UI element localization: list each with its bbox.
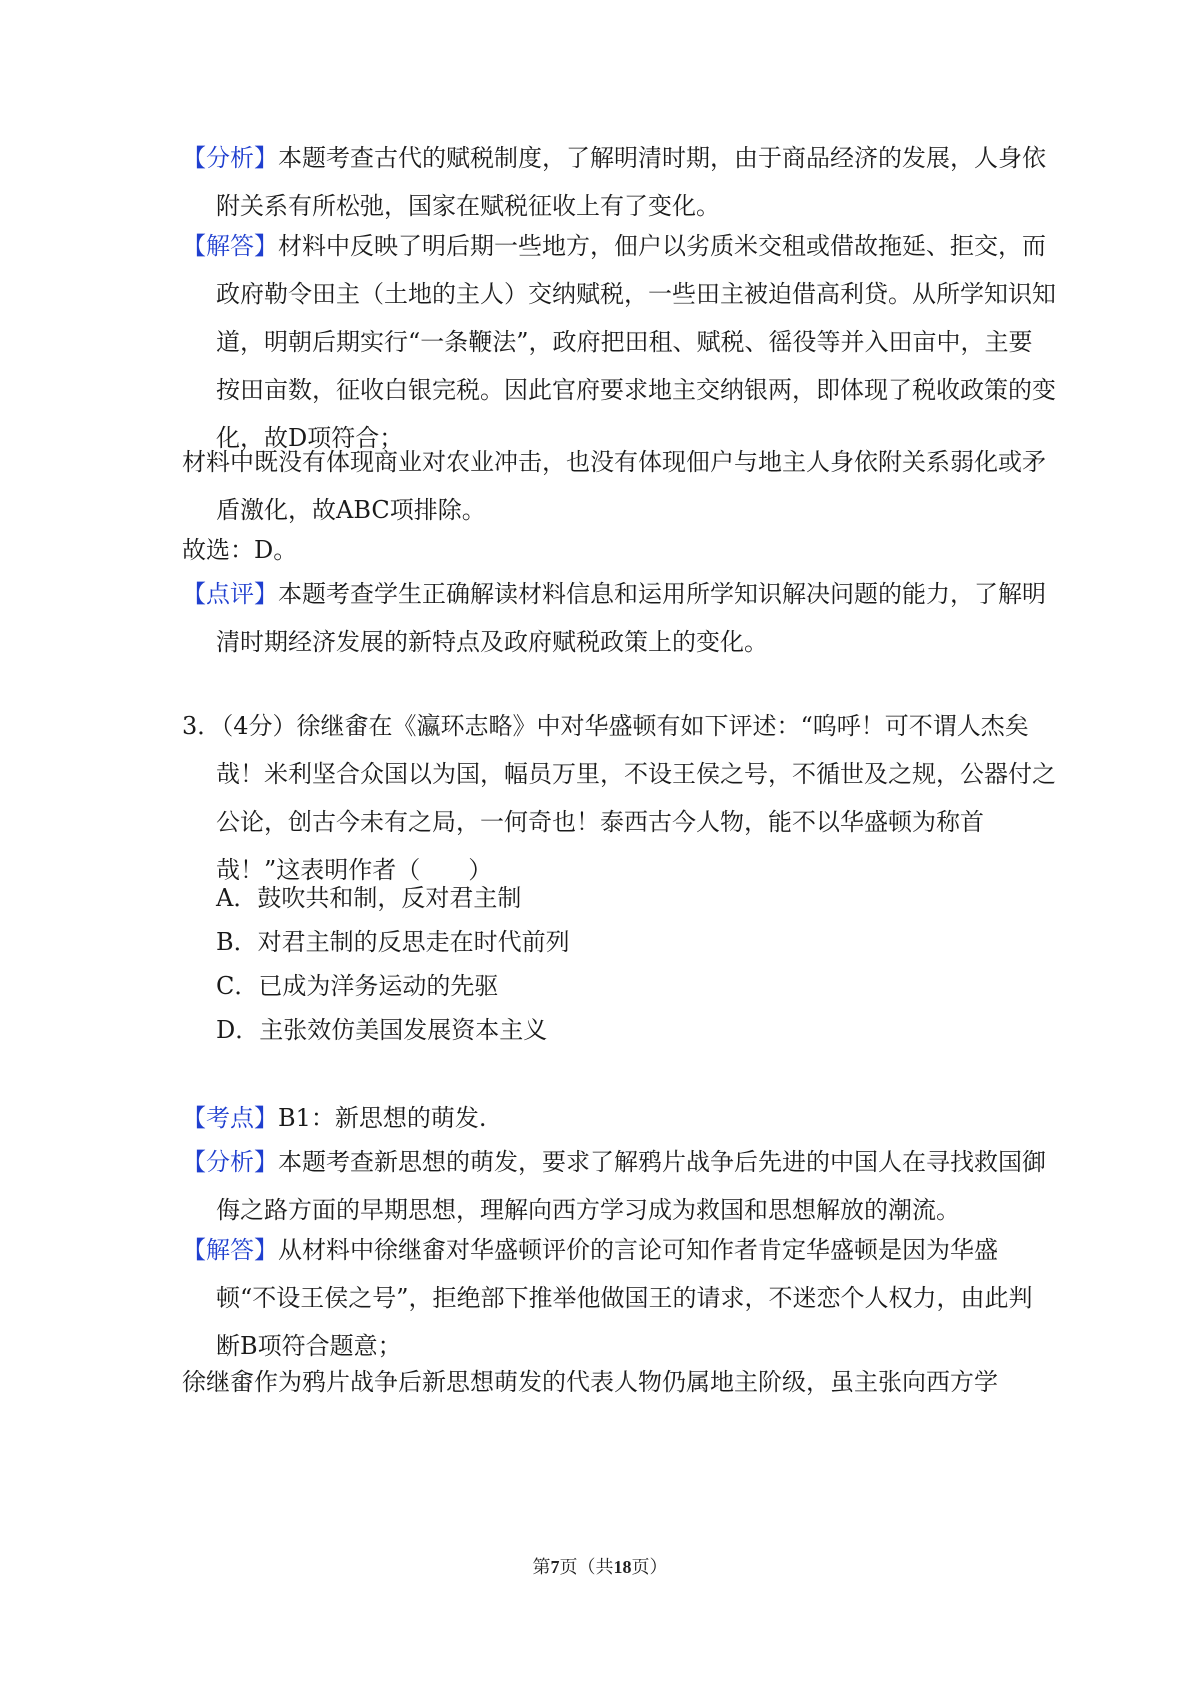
question-stem: 3．（4分）徐继畬在《瀛环志略》中对华盛顿有如下评述：“呜呼！可不谓人杰矣哉！米利坚合众国以为国，幅员万里，不设王侯之号，不循世及之规，公器付之公论，创古今未有之局，一何奇也！泰西古今人物，能不以华盛顿为称首哉！”这表明作者（ ） <box>182 712 1056 884</box>
analysis-text: 本题考查新思想的萌发，要求了解鸦片战争后先进的中国人在寻找救国御侮之路方面的早期思想，理解向西方学习成为救国和思想解放的潮流。 <box>216 1148 1046 1224</box>
q3-last-line <box>182 1358 1022 1406</box>
q2-choice <box>182 526 1022 574</box>
point-tag: 【考点】 <box>182 1104 278 1132</box>
option-a: A．鼓吹共和制，反对君主制 <box>216 884 522 912</box>
review-tag: 【点评】 <box>182 580 278 608</box>
analysis-tag: 【分析】 <box>182 144 278 172</box>
page-number: 7 <box>550 1557 560 1577</box>
q2-answer <box>182 222 1056 462</box>
q3-answer <box>182 1226 1056 1370</box>
total-pages: 18 <box>613 1557 632 1577</box>
analysis-tag: 【分析】 <box>182 1148 278 1176</box>
q2-review <box>182 570 1056 666</box>
q3-analysis <box>182 1138 1056 1234</box>
option-d: D．主张效仿美国发展资本主义 <box>216 1016 548 1044</box>
q3-point <box>182 1094 1022 1142</box>
answer-tag: 【解答】 <box>182 232 278 260</box>
review-text: 本题考查学生正确解读材料信息和运用所学知识解决问题的能力，了解明清时期经济发展的新特点及政府赋税政策上的变化。 <box>216 580 1046 656</box>
last-line-text: 徐继畬作为鸦片战争后新思想萌发的代表人物仍属地主阶级，虽主张向西方学 <box>182 1368 998 1396</box>
q3-stem <box>182 702 1056 894</box>
choice-text: 故选：D。 <box>182 536 298 564</box>
answer-text: 从材料中徐继畬对华盛顿评价的言论可知作者肯定华盛顿是因为华盛顿“不设王侯之号”，拒绝部下推举他做国王的请求，不迷恋个人权力，由此判断B项符合题意； <box>216 1236 1033 1360</box>
page-footer: 第7页（共18页） <box>532 1557 668 1578</box>
exclusion-text: 材料中既没有体现商业对农业冲击，也没有体现佃户与地主人身依附关系弱化或矛盾激化，故ABC项排除。 <box>182 448 1046 524</box>
q2-analysis <box>182 134 1056 230</box>
option-c: C．已成为洋务运动的先驱 <box>216 972 499 1000</box>
option-b: B．对君主制的反思走在时代前列 <box>216 928 570 956</box>
point-text: B1：新思想的萌发. <box>278 1104 487 1132</box>
q2-exclusion <box>182 438 1056 534</box>
answer-text: 材料中反映了明后期一些地方，佃户以劣质米交租或借故拖延、拒交，而政府勒令田主（土地的主人）交纳赋税，一些田主被迫借高利贷。从所学知识知道，明朝后期实行“一条鞭法”，政府把田租、赋税、徭役等并入田亩中，主要按田亩数，征收白银完税。因此官府要求地主交纳银两，即体现了税收政策的变化，故D项符合； <box>216 232 1056 452</box>
analysis-text: 本题考查古代的赋税制度，了解明清时期，由于商品经济的发展，人身依附关系有所松弛，国家在赋税征收上有了变化。 <box>216 144 1046 220</box>
answer-tag: 【解答】 <box>182 1236 278 1264</box>
